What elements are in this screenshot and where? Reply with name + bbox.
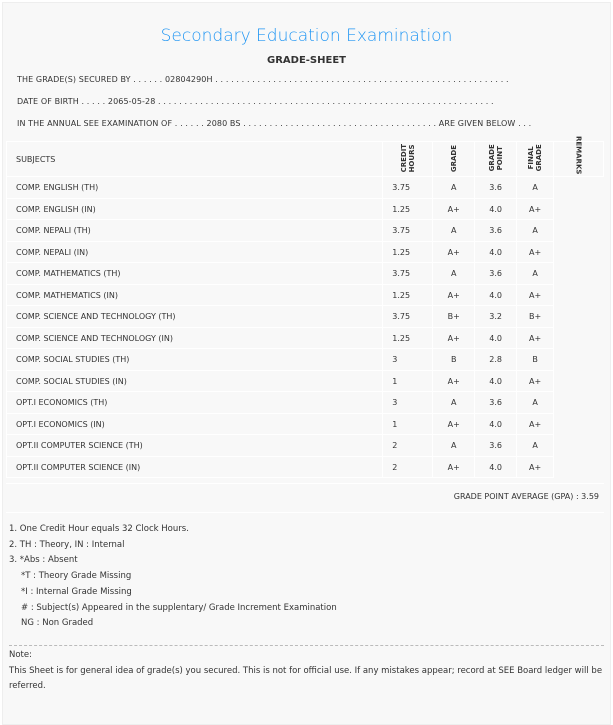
cell-grade: A: [433, 220, 475, 242]
table-row: [7, 392, 604, 414]
cell-subject: OPT.I ECONOMICS (TH): [7, 392, 383, 414]
legend: [9, 522, 337, 632]
note-text: This Sheet is for general idea of grade(s) you secured. This is not for official use. If any mistakes appear; record at SEE Board ledger will be referred.: [9, 665, 603, 691]
cell-final-grade: A+: [517, 284, 554, 306]
cell-subject: OPT.I ECONOMICS (IN): [7, 413, 383, 435]
cell-credit-hours: 1.25: [383, 327, 433, 349]
cell-grade-point: 3.6: [475, 177, 517, 199]
table-row: [7, 263, 604, 285]
cell-grade: A+: [433, 370, 475, 392]
divider: [9, 645, 604, 646]
gpa-row: [6, 483, 604, 513]
cell-grade: A: [433, 392, 475, 414]
cell-grade-point: 3.6: [475, 220, 517, 242]
cell-final-grade: A: [517, 435, 554, 457]
secured-by-line: THE GRADE(S) SECURED BY . . . . . . 02804290H . . . . . . . . . . . . . . . . . . . . . . . . . . . . . . . . . . . . . . . . . . . . . . . . . . . . . . . .: [17, 75, 509, 84]
cell-grade: A+: [433, 198, 475, 220]
table-row: [7, 370, 604, 392]
cell-credit-hours: 3.75: [383, 306, 433, 328]
cell-subject: COMP. SCIENCE AND TECHNOLOGY (IN): [7, 327, 383, 349]
cell-credit-hours: 1.25: [383, 241, 433, 263]
table-row: [7, 327, 604, 349]
cell-credit-hours: 1.25: [383, 198, 433, 220]
cell-subject: COMP. NEPALI (TH): [7, 220, 383, 242]
dob-line: DATE OF BIRTH . . . . . 2065-05-28 . . . . . . . . . . . . . . . . . . . . . . . . . . . . . . . . . . . . . . . . . . . . . . . . . . . . . . . . . . . . . . . .: [17, 97, 494, 106]
cell-grade: A+: [433, 241, 475, 263]
table-row: [7, 284, 604, 306]
cell-grade: B+: [433, 306, 475, 328]
cell-credit-hours: 1.25: [383, 284, 433, 306]
header-grade: GRADE: [449, 144, 458, 172]
cell-credit-hours: 3.75: [383, 177, 433, 199]
cell-final-grade: A: [517, 220, 554, 242]
cell-final-grade: A+: [517, 241, 554, 263]
legend-item: *I : Internal Grade Missing: [21, 586, 132, 597]
header-subjects: SUBJECTS: [7, 142, 383, 177]
cell-credit-hours: 3.75: [383, 220, 433, 242]
cell-grade: B: [433, 349, 475, 371]
page-subtitle: GRADE-SHEET: [267, 55, 346, 66]
cell-final-grade: A+: [517, 370, 554, 392]
cell-subject: COMP. MATHEMATICS (TH): [7, 263, 383, 285]
cell-grade-point: 3.6: [475, 263, 517, 285]
cell-grade-point: 4.0: [475, 413, 517, 435]
cell-grade-point: 3.2: [475, 306, 517, 328]
cell-subject: OPT.II COMPUTER SCIENCE (IN): [7, 456, 383, 478]
cell-credit-hours: 1: [383, 413, 433, 435]
cell-credit-hours: 3.75: [383, 263, 433, 285]
note: [9, 648, 607, 695]
cell-grade: A+: [433, 456, 475, 478]
cell-final-grade: A: [517, 263, 554, 285]
cell-grade-point: 2.8: [475, 349, 517, 371]
cell-grade-point: 4.0: [475, 327, 517, 349]
table-row: [7, 413, 604, 435]
cell-grade-point: 4.0: [475, 241, 517, 263]
cell-grade-point: 4.0: [475, 456, 517, 478]
table-row: [7, 456, 604, 478]
header-grade-point: GRADE POINT: [487, 144, 504, 172]
cell-subject: COMP. ENGLISH (IN): [7, 198, 383, 220]
grades-table: [6, 136, 604, 478]
cell-subject: COMP. MATHEMATICS (IN): [7, 284, 383, 306]
cell-grade-point: 4.0: [475, 284, 517, 306]
table-row: [7, 241, 604, 263]
cell-subject: COMP. SOCIAL STUDIES (IN): [7, 370, 383, 392]
legend-item: NG : Non Graded: [21, 618, 94, 629]
cell-credit-hours: 3: [383, 392, 433, 414]
cell-final-grade: A+: [517, 327, 554, 349]
cell-credit-hours: 2: [383, 456, 433, 478]
table-row: [7, 435, 604, 457]
cell-final-grade: A+: [517, 413, 554, 435]
cell-grade-point: 3.6: [475, 435, 517, 457]
exam-line: IN THE ANNUAL SEE EXAMINATION OF . . . . . . 2080 BS . . . . . . . . . . . . . . . . . . . . . . . . . . . . . . . . . . . . . ARE GIVEN BELOW . . .: [17, 119, 532, 128]
legend-item: *T : Theory Grade Missing: [21, 571, 132, 582]
header-remarks: REMARKS: [574, 136, 583, 175]
table-row: [7, 349, 604, 371]
table-row: [7, 177, 604, 199]
table-row: [7, 198, 604, 220]
cell-grade: A+: [433, 284, 475, 306]
cell-subject: OPT.II COMPUTER SCIENCE (TH): [7, 435, 383, 457]
cell-grade: A: [433, 435, 475, 457]
cell-final-grade: A+: [517, 198, 554, 220]
cell-subject: COMP. SCIENCE AND TECHNOLOGY (TH): [7, 306, 383, 328]
legend-item: 1. One Credit Hour equals 32 Clock Hours.: [9, 524, 189, 534]
cell-credit-hours: 3: [383, 349, 433, 371]
cell-final-grade: A: [517, 392, 554, 414]
page-title: Secondary Education Examination: [160, 26, 453, 46]
table-row: [7, 306, 604, 328]
cell-grade-point: 4.0: [475, 198, 517, 220]
legend-item: # : Subject(s) Appeared in the supplentary/ Grade Increment Examination: [21, 602, 337, 613]
cell-subject: COMP. NEPALI (IN): [7, 241, 383, 263]
cell-subject: COMP. SOCIAL STUDIES (TH): [7, 349, 383, 371]
cell-final-grade: B+: [517, 306, 554, 328]
cell-grade: A: [433, 263, 475, 285]
cell-final-grade: A: [517, 177, 554, 199]
legend-item: 2. TH : Theory, IN : Internal: [9, 539, 125, 550]
cell-final-grade: A+: [517, 456, 554, 478]
cell-grade: A+: [433, 327, 475, 349]
table-header: [7, 142, 604, 177]
cell-credit-hours: 2: [383, 435, 433, 457]
cell-subject: COMP. ENGLISH (TH): [7, 177, 383, 199]
note-label: Note:: [9, 650, 32, 660]
cell-credit-hours: 1: [383, 370, 433, 392]
table-row: [7, 220, 604, 242]
cell-grade-point: 3.6: [475, 392, 517, 414]
cell-final-grade: B: [517, 349, 554, 371]
legend-item: 3. *Abs : Absent: [9, 555, 78, 566]
cell-grade-point: 4.0: [475, 370, 517, 392]
grade-sheet: [2, 2, 611, 725]
gpa-value: GRADE POINT AVERAGE (GPA) : 3.59: [453, 492, 599, 501]
cell-grade: A: [433, 177, 475, 199]
cell-grade: A+: [433, 413, 475, 435]
header-credit-hours: CREDIT HOURS: [399, 143, 416, 173]
header-final-grade: FINAL GRADE: [527, 144, 544, 172]
